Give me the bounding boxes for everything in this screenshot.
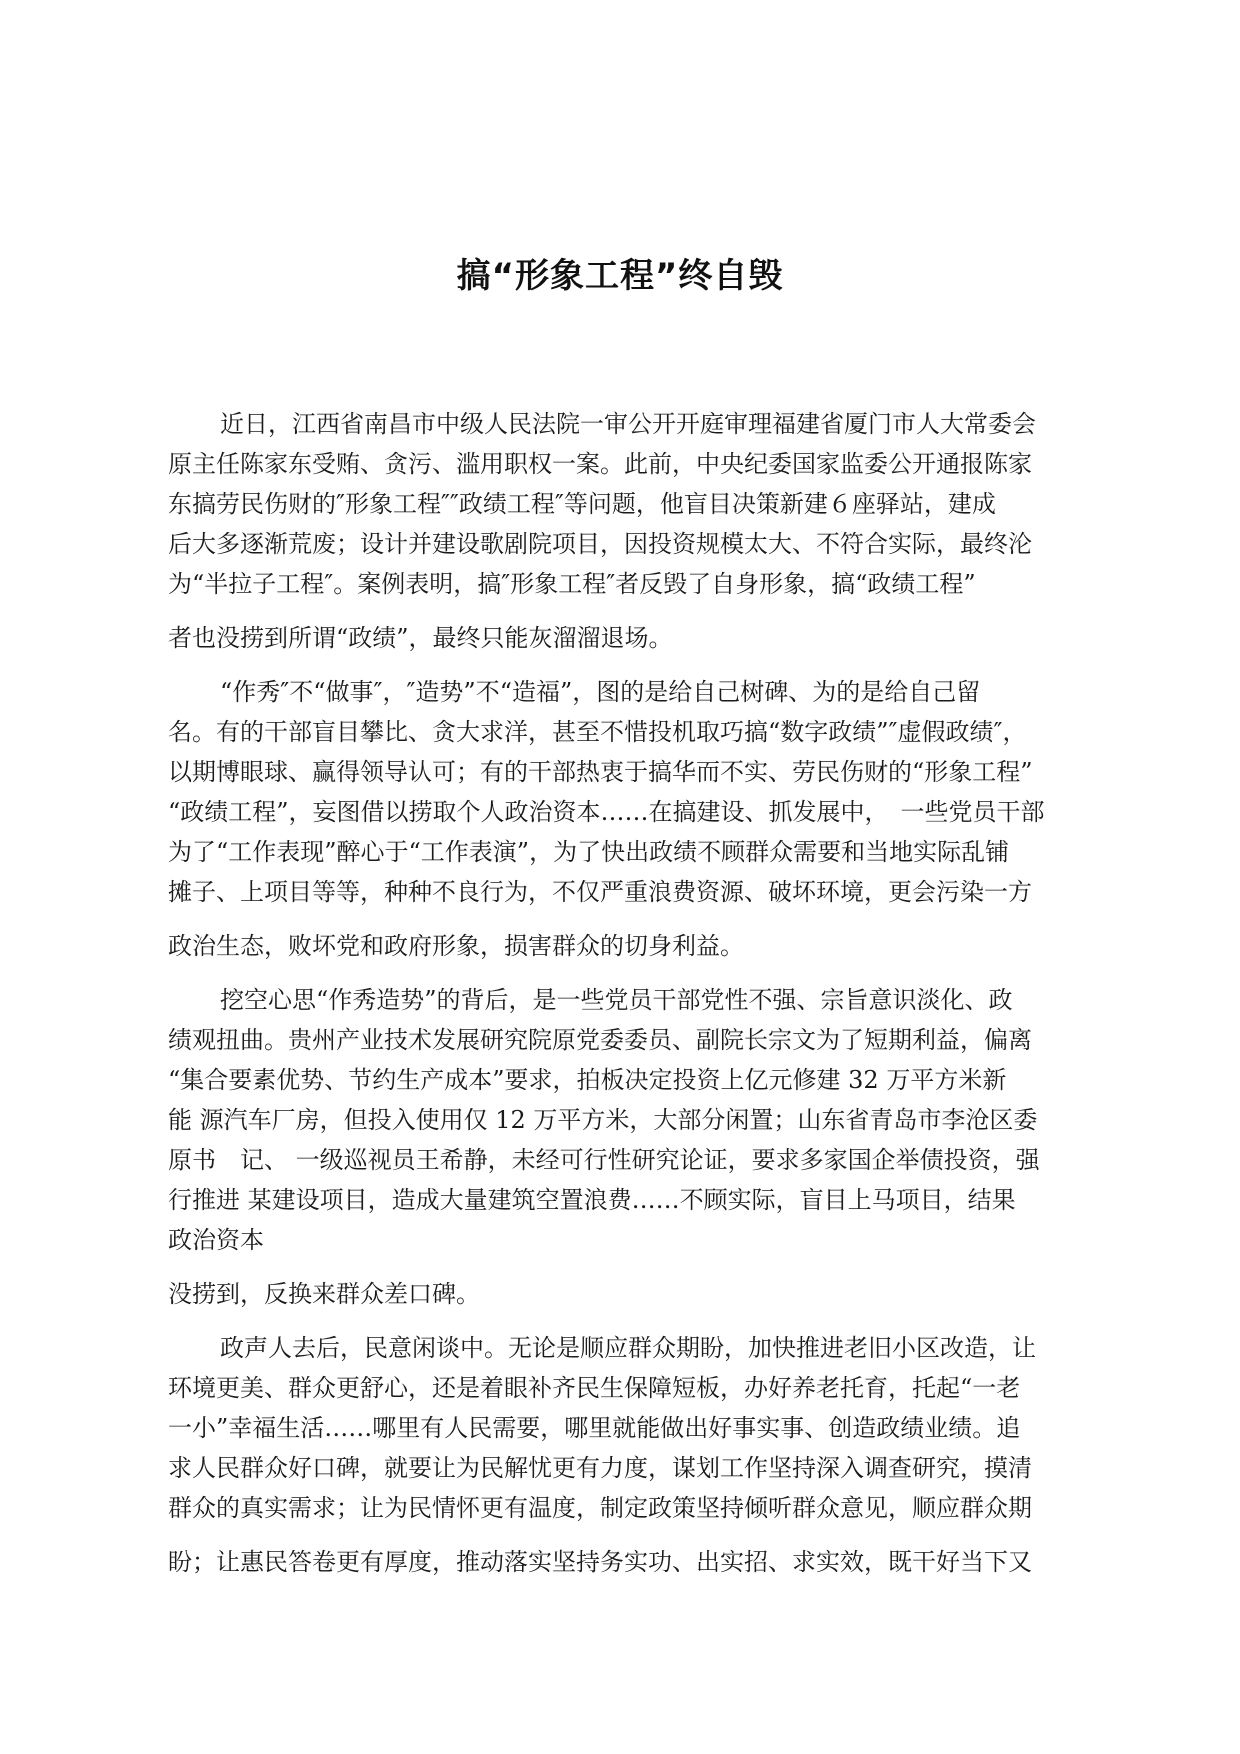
text-line: 求人民群众好口碑，就要让为民解忧更有力度，谋划工作坚持深入调查研究，摸清: [168, 1454, 1032, 1482]
text-line: 摊子、上项目等等，种种不良行为，不仅严重浪费资源、破坏环境，更会污染一方: [168, 878, 1032, 906]
text-line: “作秀″不“做事″，″造势”不“造福”，图的是给自己树碑、为的是给自己留: [220, 678, 981, 706]
text-line: 环境更美、群众更舒心，还是着眼补齐民生保障短板，办好养老托育，托起“一老: [168, 1374, 1021, 1402]
text-line: 为了“工作表现”醉心于“工作表演”，为了快出政绩不顾群众需要和当地实际乱铺: [168, 838, 1010, 866]
text-line: 东搞劳民伤财的″形象工程″″政绩工程″等问题，他盲目决策新建６座驿站，建成: [168, 490, 996, 518]
text-line: 为“半拉子工程″。案例表明，搞″形象工程″者反毁了自身形象，搞“政绩工程”: [168, 570, 976, 598]
text-line: 绩观扭曲。贵州产业技术发展研究院原党委委员、副院长宗文为了短期利益，偏离: [168, 1026, 1032, 1054]
text-line: 原主任陈家东受贿、贪污、滥用职权一案。此前，中央纪委国家监委公开通报陈家: [168, 450, 1032, 478]
text-line: 没捞到，反换来群众差口碑。: [168, 1280, 480, 1308]
text-line: 原书 记、 一级巡视员王希静，未经可行性研究论证，要求多家国企举债投资，强: [168, 1146, 1040, 1174]
text-line: 政声人去后，民意闲谈中。无论是顺应群众期盼，加快推进老旧小区改造，让: [220, 1334, 1036, 1362]
document-body: [168, 404, 1088, 1582]
text-line: 政治生态，败坏党和政府形象，损害群众的切身利益。: [168, 932, 744, 960]
text-line: 挖空心思“作秀造势”的背后，是一些党员干部党性不强、宗旨意识淡化、政: [220, 986, 1013, 1014]
text-line: 政治资本: [168, 1226, 264, 1254]
text-line: 盼；让惠民答卷更有厚度，推动落实坚持务实功、出实招、求实效，既干好当下又: [168, 1548, 1032, 1576]
text-line: 后大多逐渐荒废；设计并建设歌剧院项目，因投资规模太大、不符合实际，最终沦: [168, 530, 1032, 558]
text-line: 能 源汽车厂房，但投入使用仅 12 万平方米，大部分闲置；山东省青岛市李沧区委: [168, 1106, 1038, 1134]
text-line: 一小”幸福生活……哪里有人民需要，哪里就能做出好事实事、创造政绩业绩。追: [168, 1414, 1021, 1442]
document-title: 搞“形象工程”终自毁: [456, 256, 784, 296]
text-line: “政绩工程”，妄图借以捞取个人政治资本……在搞建设、抓发展中， 一些党员干部: [168, 798, 1045, 826]
text-line: 行推进 某建设项目，造成大量建筑空置浪费……不顾实际，盲目上马项目，结果: [168, 1186, 1016, 1214]
text-line: 近日，江西省南昌市中级人民法院一审公开开庭审理福建省厦门市人大常委会: [220, 410, 1036, 438]
text-line: 群众的真实需求；让为民情怀更有温度，制定政策坚持倾听群众意见，顺应群众期: [168, 1494, 1032, 1522]
text-line: 名。有的干部盲目攀比、贪大求洋，甚至不惜投机取巧搞“数字政绩”″虚假政绩″，: [168, 718, 1027, 746]
text-line: 者也没捞到所谓“政绩”，最终只能灰溜溜退场。: [168, 624, 673, 652]
text-line: 以期博眼球、赢得领导认可；有的干部热衷于搞华而不实、劳民伤财的“形象工程”: [168, 758, 1033, 786]
text-line: “集合要素优势、节约生产成本”要求，拍板决定投资上亿元修建 32 万平方米新: [168, 1066, 1007, 1094]
